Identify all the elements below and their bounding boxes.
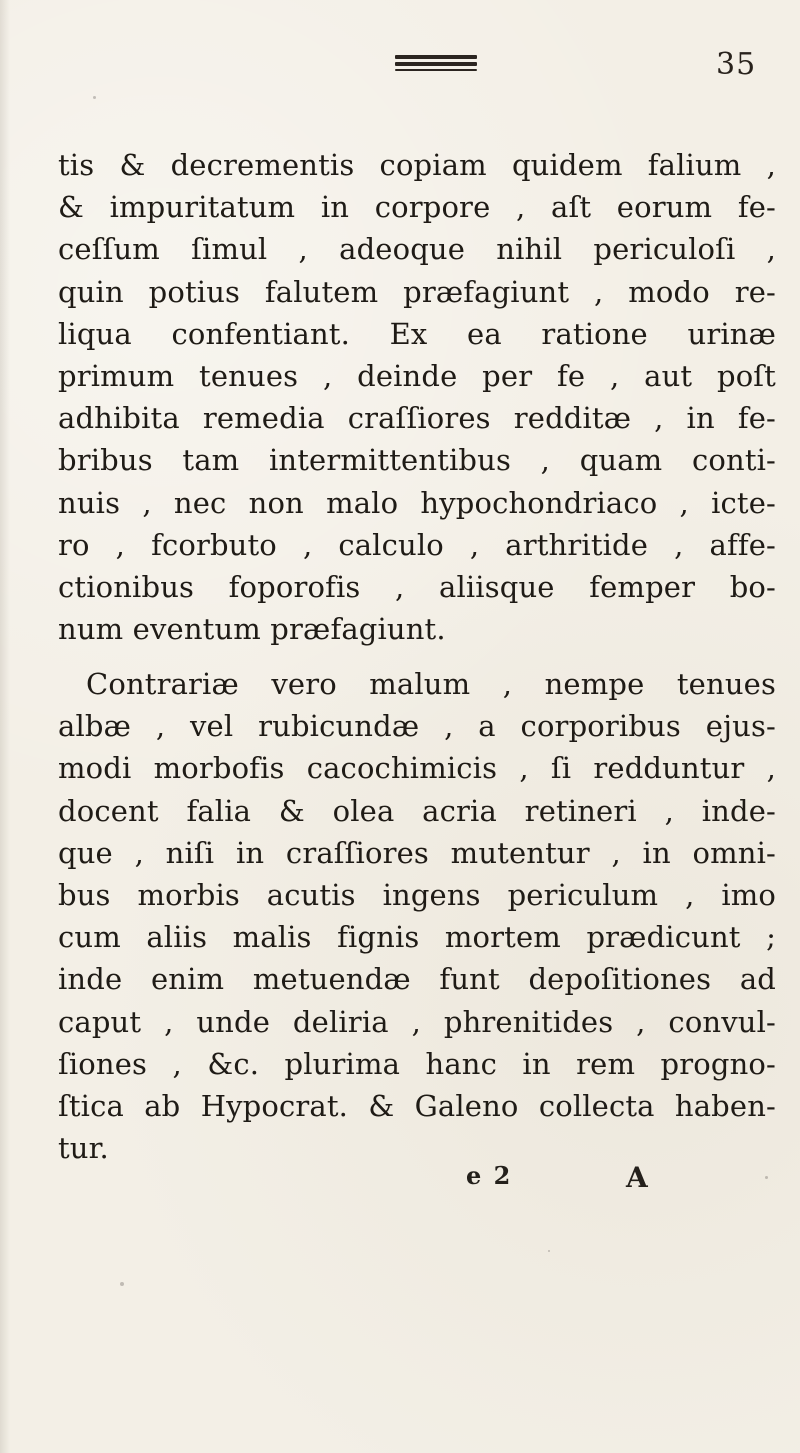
text-line: caput , unde deliria , phrenitides , convul-: [58, 1004, 776, 1039]
text-line: liqua confentiant. Ex ea ratione urinæ: [58, 316, 776, 351]
text-line: bribus tam intermittentibus , quam conti-: [58, 443, 776, 478]
text-line: que , niſi in craſſiores mutentur , in omni-: [58, 835, 776, 870]
header-ornament-rule: [395, 55, 477, 73]
text-line: ceſſum ſimul , adeoque nihil periculoſi ,: [58, 232, 776, 267]
text-line: tis & decrementis copiam quidem falium ,: [58, 148, 776, 182]
header-rule-line: [395, 69, 477, 71]
text-line: ſiones , &c. plurima hanc in rem progno-: [58, 1046, 776, 1081]
text-line: tur.: [58, 1131, 109, 1166]
paper-speck: [765, 1176, 768, 1179]
paper-speck: [548, 1250, 550, 1252]
text-line: nuis , nec non malo hypochondriaco , icte-: [58, 485, 776, 520]
header-rule-line: [395, 62, 477, 66]
text-line: bus morbis acutis ingens periculum , imo: [58, 877, 776, 912]
page-gutter-shadow: [0, 0, 10, 1453]
catchword: A: [626, 1161, 648, 1194]
page-footer: [0, 1161, 800, 1201]
text-line: albæ , vel rubicundæ , a corporibus ejus-: [58, 709, 776, 744]
text-line: ſtica ab Hypocrat. & Galeno collecta haben-: [58, 1088, 776, 1123]
paper-speck: [93, 96, 96, 99]
paragraph-1: [58, 144, 776, 650]
text-line: ro , fcorbuto , calculo , arthritide , affe-: [58, 527, 776, 562]
text-line: inde enim metuendæ funt depoſitiones ad: [58, 962, 776, 997]
text-line: primum tenues , deinde per fe , aut poſt: [58, 358, 776, 393]
text-line: & impuritatum in corpore , aſt eorum fe-: [58, 190, 776, 225]
text-line: ctionibus foporofis , aliisque femper bo-: [58, 569, 776, 604]
page-number: 35: [716, 47, 757, 82]
text-line: quin potius falutem præfagiunt , modo re-: [58, 274, 776, 309]
text-line: adhibita remedia craſſiores redditæ , in fe-: [58, 401, 776, 436]
signature-mark: e 2: [466, 1161, 513, 1190]
paper-speck: [120, 1282, 124, 1286]
text-line: cum aliis malis fignis mortem prædicunt ;: [58, 920, 776, 955]
paragraph-2: [58, 663, 776, 1169]
text-line: Contrariæ vero malum , nempe tenues: [86, 667, 776, 701]
header-rule-line: [395, 55, 477, 59]
text-line: docent falia & olea acria retineri , inde-: [58, 793, 776, 828]
text-line: modi morbofis cacochimicis , ſi redduntur ,: [58, 751, 776, 786]
text-line: num eventum præfagiunt.: [58, 612, 446, 647]
